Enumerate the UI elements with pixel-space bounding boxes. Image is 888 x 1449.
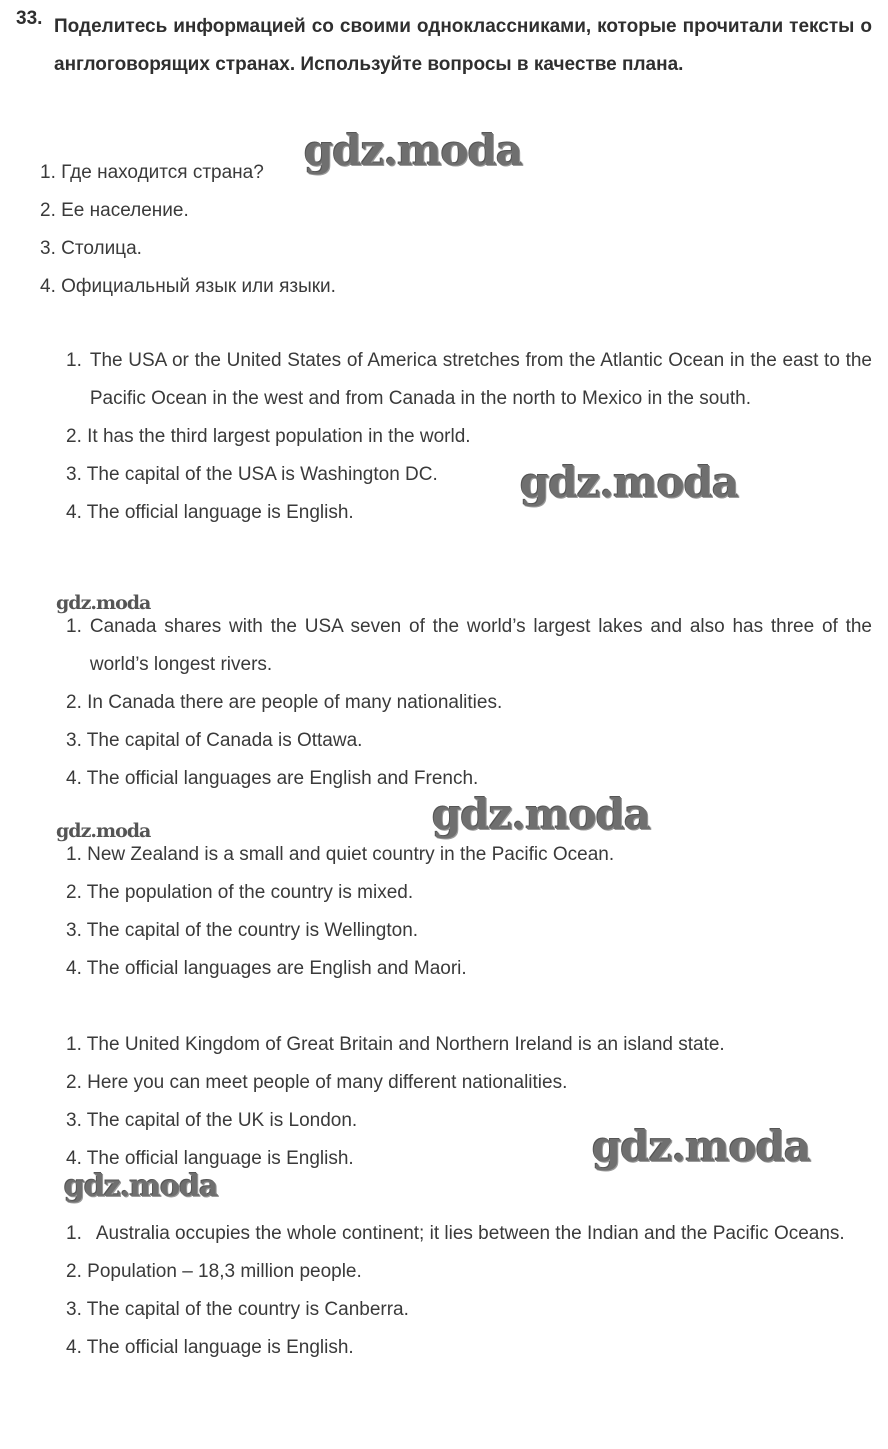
item-text: The capital of the country is Wellington. — [86, 920, 419, 941]
item-number: 2. — [66, 1261, 82, 1282]
list-item — [66, 722, 872, 760]
item-number: 1. — [66, 1223, 82, 1244]
item-text: The official language is English. — [86, 1148, 354, 1169]
item-number: 2. — [66, 1072, 82, 1093]
item-text: The official languages are English and Maori. — [86, 958, 467, 979]
item-text: The capital of Canada is Ottawa. — [86, 730, 363, 751]
plan-item: 2. Ее население. — [40, 200, 189, 221]
list-item — [66, 1329, 872, 1367]
watermark-logo: gdz.moda — [520, 458, 739, 507]
country-block-new-zealand — [66, 836, 872, 988]
list-item — [66, 494, 872, 532]
watermark-logo: gdz.moda — [432, 790, 651, 839]
item-text: Here you can meet people of many different nationalities. — [87, 1072, 568, 1093]
item-number: 3. — [66, 1299, 82, 1320]
item-text: The official language is English. — [86, 1337, 354, 1358]
watermark-logo: gdz.moda — [592, 1122, 811, 1171]
list-item — [66, 684, 872, 722]
item-number: 2. — [66, 692, 82, 713]
item-number: 3. — [66, 920, 82, 941]
list-item — [66, 874, 872, 912]
item-number: 3. — [66, 730, 82, 751]
item-number: 1. — [66, 844, 82, 865]
list-item — [66, 950, 872, 988]
item-number: 4. — [66, 1148, 82, 1169]
list-item — [66, 418, 872, 456]
country-block-usa — [66, 342, 872, 532]
list-item — [66, 836, 872, 874]
item-text: The capital of the UK is London. — [86, 1110, 358, 1131]
list-item — [66, 1291, 872, 1329]
item-text: The official languages are English and French. — [86, 768, 479, 789]
country-block-australia — [66, 1215, 872, 1367]
item-number: 2. — [66, 882, 82, 903]
country-block-canada — [66, 608, 872, 798]
list-item — [66, 1253, 872, 1291]
list-item — [66, 456, 872, 494]
item-text: New Zealand is a small and quiet country in the Pacific Ocean. — [87, 844, 615, 865]
item-number: 4. — [66, 958, 82, 979]
item-text: In Canada there are people of many nationalities. — [87, 692, 503, 713]
item-text: The United Kingdom of Great Britain and Northern Ireland is an island state. — [86, 1034, 725, 1055]
list-item — [66, 912, 872, 950]
list-item — [66, 1064, 872, 1102]
watermark-logo: gdz.moda — [64, 1169, 218, 1204]
item-text: Population – 18,3 million people. — [87, 1261, 362, 1282]
item-number: 1. — [66, 616, 82, 637]
task-instruction: Поделитесь информацией со своими одноклассниками, которые прочитали тексты о англоговорящих странах. Используйте вопросы в качестве плана. — [54, 16, 872, 75]
item-number: 3. — [66, 1110, 82, 1131]
item-text: The population of the country is mixed. — [86, 882, 414, 903]
item-text: The official language is English. — [86, 502, 354, 523]
list-item — [66, 342, 872, 418]
task-number: 33. — [16, 8, 43, 29]
item-number: 3. — [66, 464, 82, 485]
watermark-logo: gdz.moda — [56, 820, 151, 842]
list-item — [66, 1215, 872, 1253]
list-item — [66, 608, 872, 684]
plan-item: 1. Где находится страна? — [40, 162, 264, 183]
item-number: 1. — [66, 1034, 82, 1055]
item-number: 4. — [66, 1337, 82, 1358]
watermark-logo: gdz.moda — [56, 592, 151, 614]
item-text: The capital of the country is Canberra. — [86, 1299, 409, 1320]
item-text: It has the third largest population in the world. — [87, 426, 471, 447]
item-number: 2. — [66, 426, 82, 447]
item-text: The USA or the United States of America stretches from the Atlantic Ocean in the east to the Pacific Ocean in the west and from Canada in the north to Mexico in the south. — [89, 350, 872, 409]
plan-list — [40, 154, 840, 306]
item-text: Australia occupies the whole continent; it lies between the Indian and the Pacific Oceans. — [95, 1223, 845, 1244]
item-text: Canada shares with the USA seven of the world’s largest lakes and also has three of the world’s longest rivers. — [89, 616, 872, 675]
item-number: 4. — [66, 768, 82, 789]
plan-item: 4. Официальный язык или языки. — [40, 276, 336, 297]
list-item — [66, 1026, 872, 1064]
item-text: The capital of the USA is Washington DC. — [86, 464, 438, 485]
item-number: 1. — [66, 350, 82, 371]
watermark-logo: gdz.moda — [304, 126, 523, 175]
item-number: 4. — [66, 502, 82, 523]
plan-item: 3. Столица. — [40, 238, 142, 259]
